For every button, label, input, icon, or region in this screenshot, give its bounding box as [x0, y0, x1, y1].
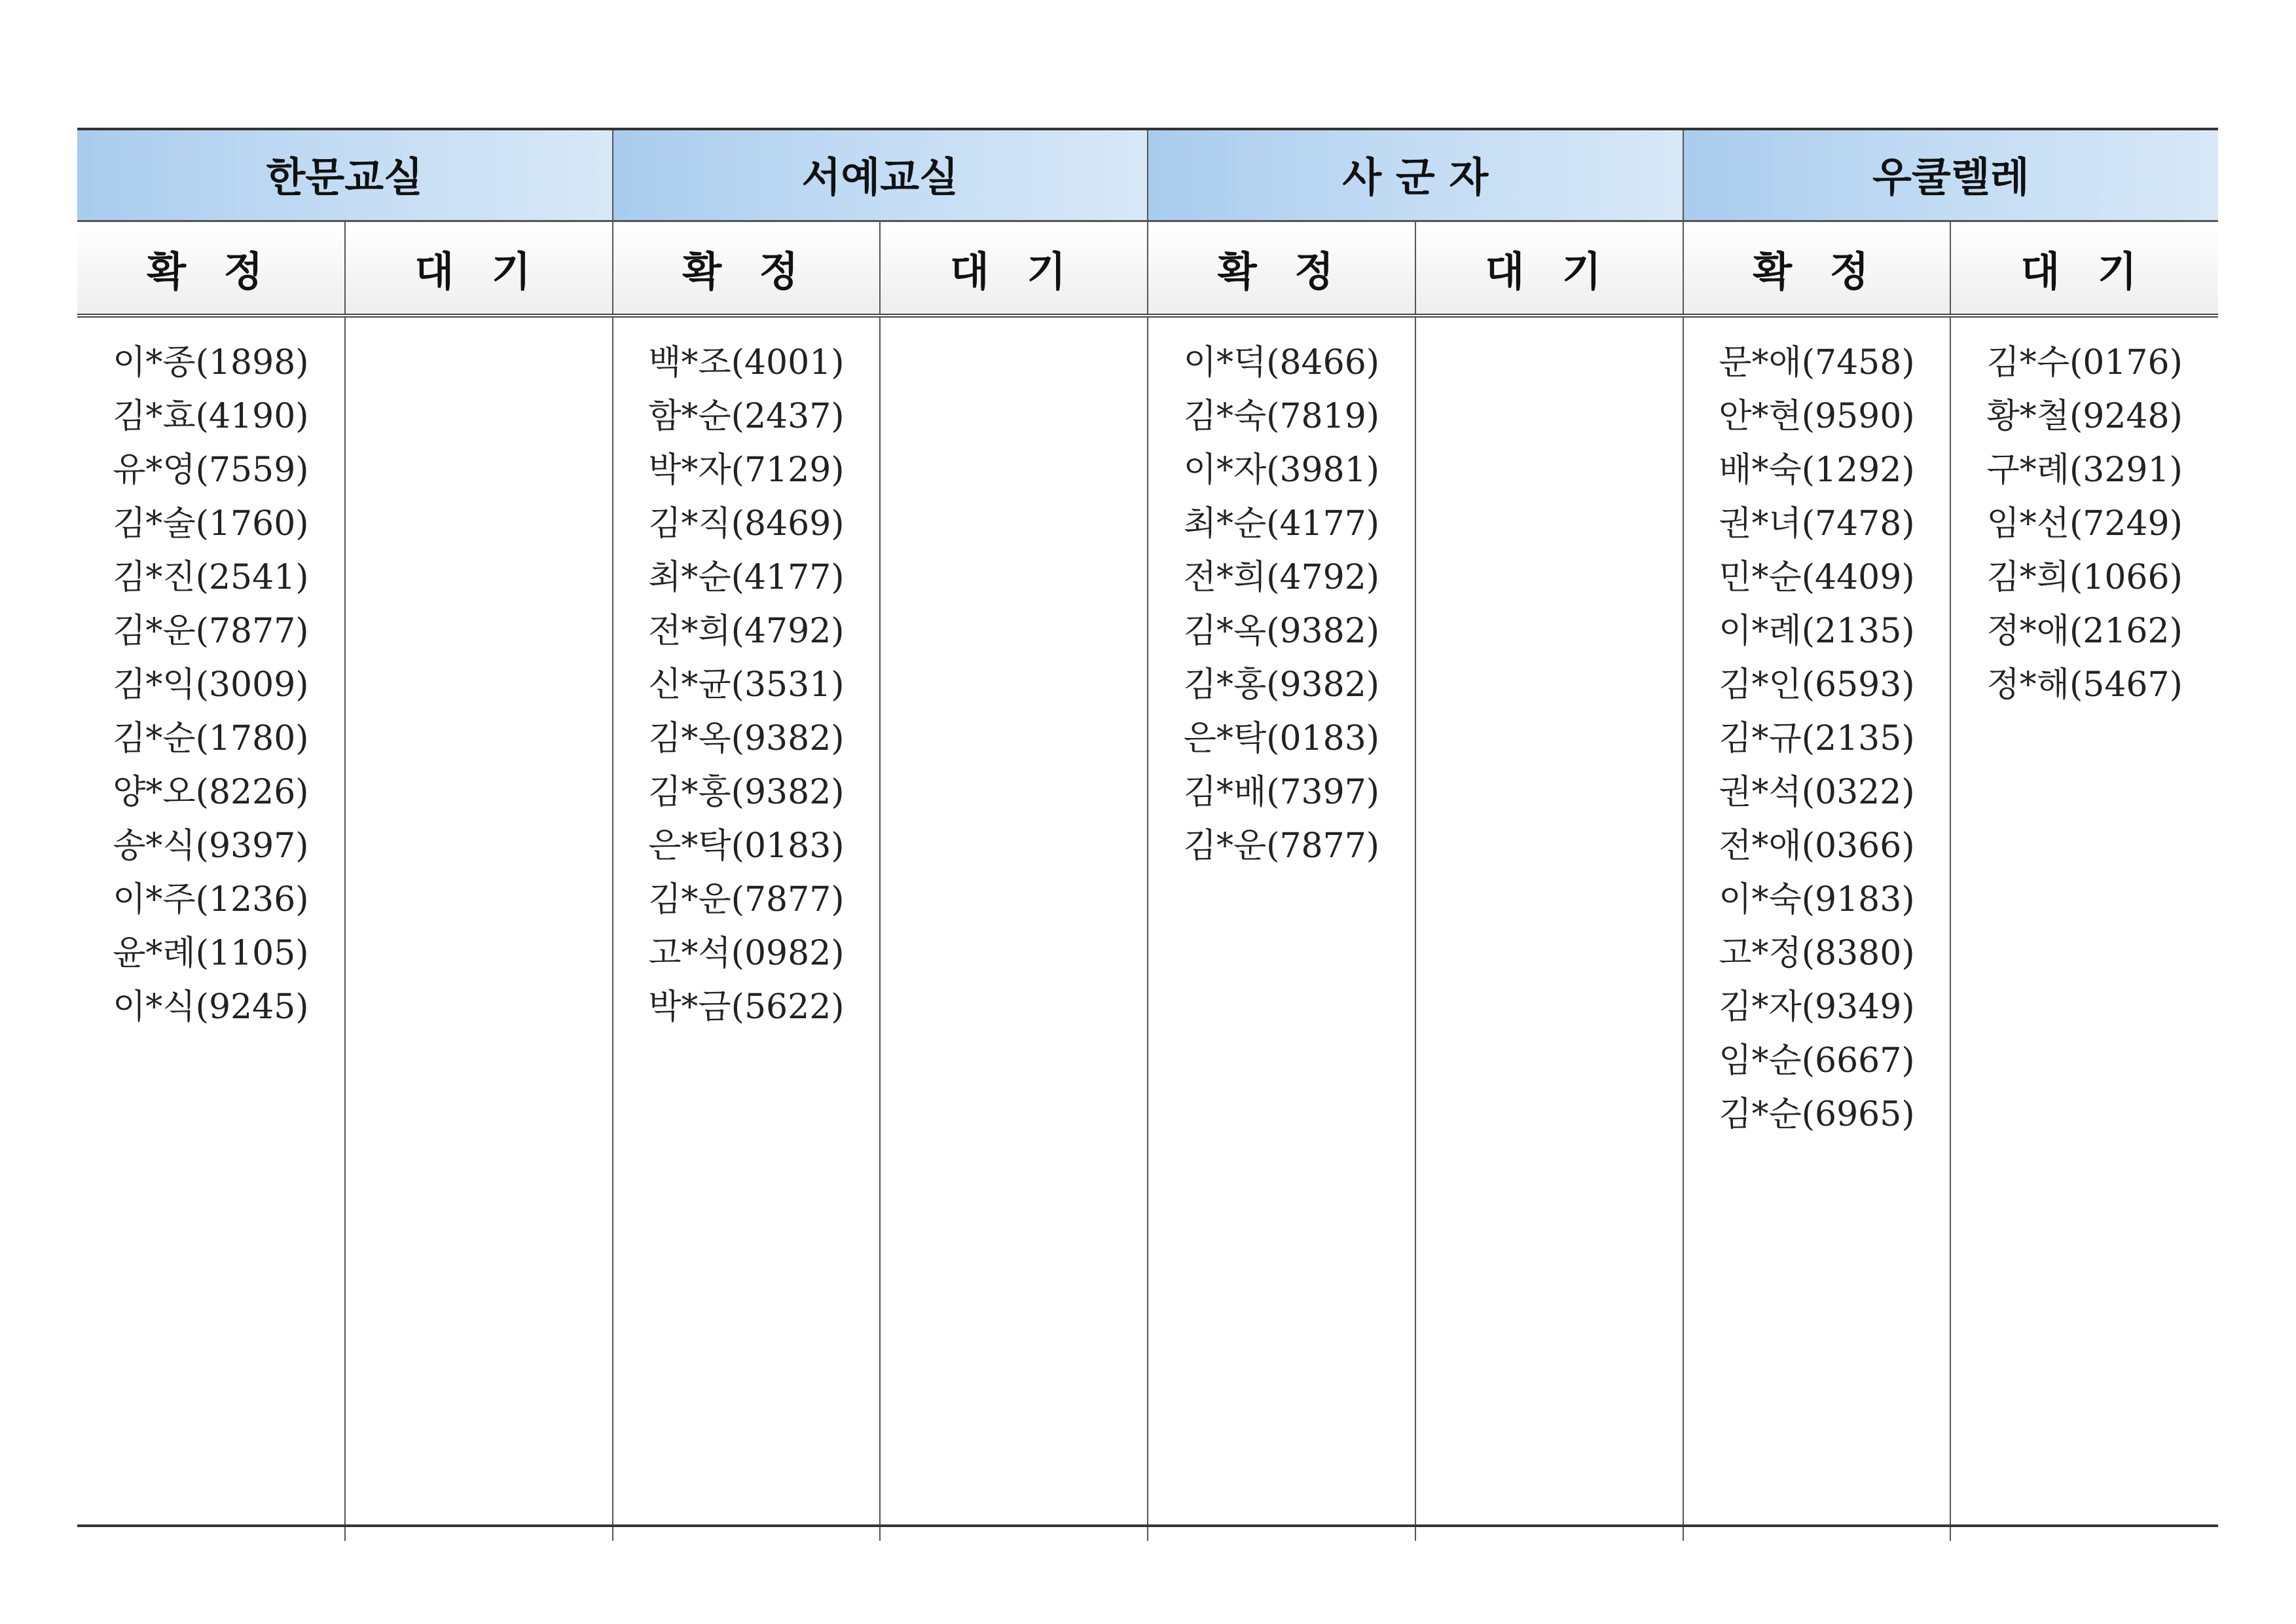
- list-item: 김*진(2541): [113, 558, 309, 597]
- list-item: 김*희(1066): [1986, 558, 2183, 597]
- list-item: 김*옥(9382): [1183, 612, 1380, 651]
- waiting-list: [1951, 336, 2218, 712]
- waiting-header: 대 기: [1950, 221, 2218, 316]
- confirmed-cell: [1683, 316, 1951, 1541]
- list-item: 최*순(4177): [648, 558, 845, 597]
- list-item: 은*탁(0183): [648, 826, 845, 866]
- list-item: 송*식(9397): [113, 826, 309, 866]
- list-item: 김*자(9349): [1719, 987, 1915, 1027]
- confirmed-list: [613, 336, 880, 1034]
- list-item: 김*인(6593): [1719, 665, 1915, 705]
- list-item: 권*녀(7478): [1719, 504, 1915, 544]
- list-item: 신*균(3531): [648, 665, 845, 705]
- list-item: 윤*례(1105): [113, 934, 309, 973]
- list-item: 구*례(3291): [1986, 451, 2183, 490]
- subject-header: 우쿨렐레: [1683, 128, 2219, 221]
- roster-body-row: [77, 316, 2218, 1541]
- list-item: 유*영(7559): [113, 451, 309, 490]
- list-item: 박*자(7129): [648, 451, 845, 490]
- list-item: 전*희(4792): [648, 612, 845, 651]
- list-item: 박*금(5622): [648, 987, 845, 1027]
- list-item: 김*효(4190): [113, 397, 309, 436]
- confirmed-cell: [613, 316, 881, 1541]
- waiting-header: 대 기: [345, 221, 613, 316]
- list-item: 김*배(7397): [1183, 773, 1380, 812]
- list-item: 김*직(8469): [648, 504, 845, 544]
- list-item: 김*운(7877): [1183, 826, 1380, 866]
- list-item: 문*애(7458): [1719, 343, 1915, 382]
- list-item: 김*운(7877): [648, 880, 845, 919]
- subject-header: 서예교실: [613, 128, 1148, 221]
- waiting-cell: [345, 316, 613, 1541]
- confirmed-cell: [77, 316, 345, 1541]
- subject-header: 한문교실: [77, 128, 613, 221]
- list-item: 황*철(9248): [1986, 397, 2183, 436]
- confirmed-list: [1148, 336, 1415, 873]
- waiting-header: 대 기: [1415, 221, 1683, 316]
- list-item: 김*옥(9382): [648, 719, 845, 758]
- list-item: 임*순(6667): [1719, 1041, 1915, 1080]
- subject-header: 사 군 자: [1148, 128, 1683, 221]
- list-item: 김*홍(9382): [648, 773, 845, 812]
- list-item: 김*운(7877): [113, 612, 309, 651]
- list-item: 김*숙(7819): [1183, 397, 1380, 436]
- list-item: 민*순(4409): [1719, 558, 1915, 597]
- list-item: 이*숙(9183): [1719, 880, 1915, 919]
- list-item: 김*홍(9382): [1183, 665, 1380, 705]
- list-item: 은*탁(0183): [1183, 719, 1380, 758]
- waiting-cell: [1950, 316, 2218, 1541]
- waiting-cell: [880, 316, 1148, 1541]
- status-header-row: [77, 221, 2218, 316]
- waiting-cell: [1415, 316, 1683, 1541]
- top-rule: [77, 128, 2218, 130]
- list-item: 이*종(1898): [113, 343, 309, 382]
- confirmed-header: 확 정: [77, 221, 345, 316]
- list-item: 권*석(0322): [1719, 773, 1915, 812]
- list-item: 이*주(1236): [113, 880, 309, 919]
- list-item: 배*숙(1292): [1719, 451, 1915, 490]
- list-item: 임*선(7249): [1986, 504, 2183, 544]
- list-item: 안*현(9590): [1719, 397, 1915, 436]
- list-item: 백*조(4001): [648, 343, 845, 382]
- list-item: 이*례(2135): [1719, 612, 1915, 651]
- list-item: 이*식(9245): [113, 987, 309, 1027]
- list-item: 김*순(1780): [113, 719, 309, 758]
- list-item: 최*순(4177): [1183, 504, 1380, 544]
- list-item: 김*술(1760): [113, 504, 309, 544]
- list-item: 고*정(8380): [1719, 934, 1915, 973]
- confirmed-list: [77, 336, 344, 1034]
- list-item: 이*자(3981): [1183, 451, 1380, 490]
- list-item: 김*순(6965): [1719, 1095, 1915, 1134]
- list-item: 이*덕(8466): [1183, 343, 1380, 382]
- list-item: 양*오(8226): [113, 773, 309, 812]
- bottom-rule: [77, 1524, 2218, 1527]
- confirmed-header: 확 정: [613, 221, 881, 316]
- list-item: 함*순(2437): [648, 397, 845, 436]
- class-roster-table: [77, 128, 2218, 1526]
- list-item: 김*수(0176): [1986, 343, 2183, 382]
- confirmed-list: [1684, 336, 1950, 1141]
- waiting-header: 대 기: [880, 221, 1148, 316]
- roster-grid: [77, 128, 2218, 1541]
- confirmed-cell: [1148, 316, 1415, 1541]
- list-item: 고*석(0982): [648, 934, 845, 973]
- list-item: 김*규(2135): [1719, 719, 1915, 758]
- list-item: 정*해(5467): [1986, 665, 2183, 705]
- subject-header-row: [77, 128, 2218, 221]
- confirmed-header: 확 정: [1683, 221, 1951, 316]
- list-item: 전*애(0366): [1719, 826, 1915, 866]
- list-item: 정*애(2162): [1986, 612, 2183, 651]
- list-item: 김*익(3009): [113, 665, 309, 705]
- list-item: 전*희(4792): [1183, 558, 1380, 597]
- confirmed-header: 확 정: [1148, 221, 1415, 316]
